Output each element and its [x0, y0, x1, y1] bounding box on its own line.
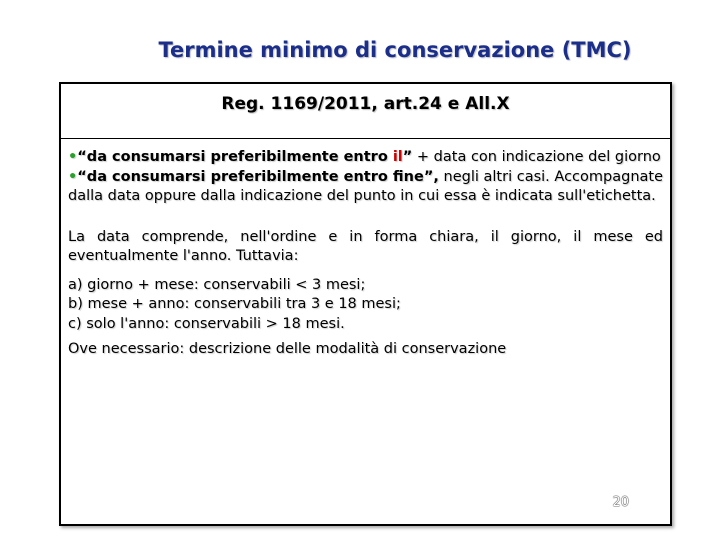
bullet-1-phrase-end: ” — [402, 149, 413, 165]
regulation-subtitle: Reg. 1169/2011, art.24 e All.X — [61, 84, 670, 139]
bullet-marker: • — [68, 149, 78, 165]
content-body — [68, 148, 663, 360]
bullet-2-rest: negli altri casi. Accompagnate dalla data oppure dalla indicazione del punto in cui essa è indicata sull'etichetta. — [68, 168, 663, 204]
bullet-1-highlight: il — [392, 149, 403, 165]
slide-title: Termine minimo di conservazione (TMC) — [158, 38, 632, 62]
storage-note: Ove necessario: descrizione delle modalità di conservazione — [68, 341, 507, 357]
bullet-item-1 — [68, 148, 663, 168]
date-intro-paragraph: La data comprende, nell'ordine e in forma chiara, il giorno, il mese ed eventualmente l'anno. Tuttavia: — [68, 228, 663, 264]
bullet-1-rest: + data con indicazione del giorno — [412, 149, 661, 165]
page-number: 20 — [612, 495, 629, 510]
bullet-item-2 — [68, 168, 663, 207]
content-frame — [59, 82, 672, 526]
case-item: b) mese + anno: conservabili tra 3 e 18 mesi; — [68, 296, 401, 312]
bullet-1-phrase-start: “da consumarsi preferibilmente entro — [77, 149, 393, 165]
bullet-2-phrase: “da consumarsi preferibilmente entro fine”, — [77, 168, 439, 185]
case-item: a) giorno + mese: conservabili < 3 mesi; — [68, 276, 366, 293]
bullet-marker: • — [68, 168, 78, 185]
case-item: c) solo l'anno: conservabili > 18 mesi. — [68, 315, 345, 332]
